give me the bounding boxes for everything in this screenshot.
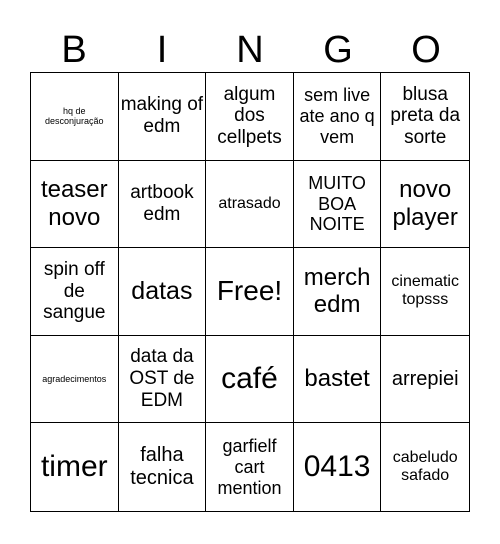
bingo-cell[interactable]: teaser novo (31, 161, 119, 249)
bingo-cell[interactable]: blusa preta da sorte (381, 73, 469, 161)
header-letter-i: I (156, 29, 168, 71)
bingo-header (30, 28, 470, 72)
header-letter-b: B (61, 29, 87, 71)
header-letter-o: O (411, 29, 441, 71)
header-letter-g: G (323, 29, 353, 71)
bingo-cell[interactable]: data da OST de EDM (119, 336, 207, 424)
bingo-cell[interactable]: 0413 (294, 423, 382, 511)
bingo-cell[interactable]: artbook edm (119, 161, 207, 249)
bingo-cell[interactable]: datas (119, 248, 207, 336)
bingo-grid (30, 72, 470, 512)
bingo-cell[interactable]: cabeludo safado (392, 448, 458, 485)
bingo-cell[interactable]: café (206, 336, 294, 424)
bingo-cell[interactable]: sem live ate ano q vem (294, 73, 382, 161)
bingo-cell[interactable]: timer (31, 423, 119, 511)
bingo-cell[interactable]: falha tecnica (119, 423, 207, 511)
bingo-cell[interactable]: atrasado (206, 161, 294, 249)
bingo-cell[interactable]: hq de desconjuração (31, 73, 119, 161)
bingo-cell[interactable]: agradecimentos (31, 336, 119, 424)
bingo-cell[interactable]: bastet (294, 336, 382, 424)
bingo-cell[interactable]: algum dos cellpets (206, 73, 294, 161)
bingo-cell[interactable]: making of edm (119, 73, 207, 161)
bingo-cell[interactable]: arrepiei (381, 336, 469, 424)
free-cell[interactable]: Free! (206, 248, 294, 336)
bingo-cell[interactable]: MUITO BOA NOITE (294, 161, 382, 249)
bingo-cell[interactable]: cinematic topsss (381, 248, 469, 336)
bingo-cell[interactable]: spin off de sangue (31, 248, 119, 336)
bingo-cell[interactable]: novo player (381, 161, 469, 249)
bingo-cell[interactable]: merch edm (294, 248, 382, 336)
bingo-cell[interactable]: garfielf cart mention (206, 423, 294, 511)
header-letter-n: N (236, 29, 264, 71)
